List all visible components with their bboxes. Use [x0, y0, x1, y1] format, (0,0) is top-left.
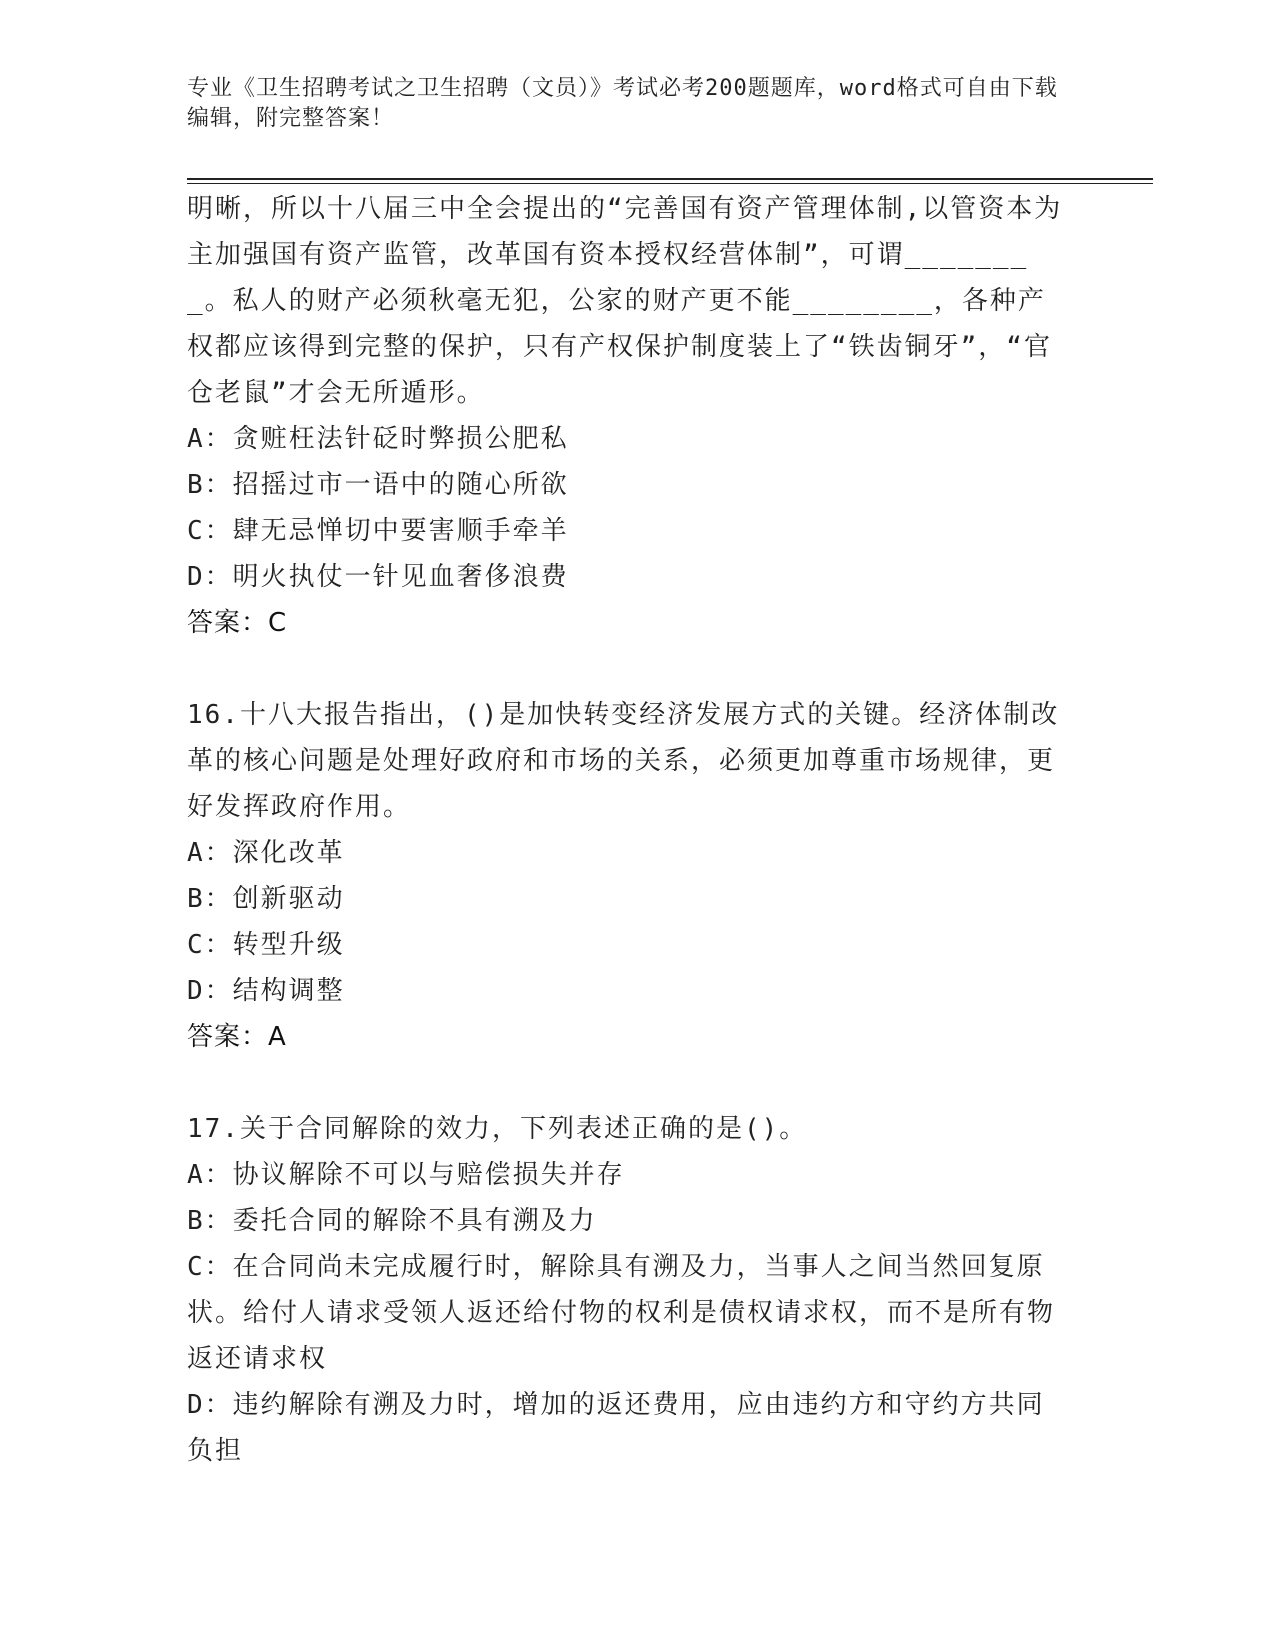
document-content — [187, 186, 1067, 1474]
option-b: B：招摇过市一语中的随心所欲 — [187, 470, 569, 500]
question-stem: 明晰，所以十八届三中全会提出的“完善国有资产管理体制,以管资本为主加强国有资产监管，改革国有资本授权经营体制”，可谓________。私人的财产必须秋毫无犯，公家的财产更不能________，各种产权都应该得到完整的保护，只有产权保护制度装上了“铁齿铜牙”，“官仓老鼠”才会无所遁形。 — [187, 194, 1063, 408]
option-a: A：深化改革 — [187, 838, 345, 868]
option-c: C：转型升级 — [187, 930, 345, 960]
option-b: B：委托合同的解除不具有溯及力 — [187, 1206, 597, 1236]
option-d: D：结构调整 — [187, 976, 345, 1006]
document-header: 专业《卫生招聘考试之卫生招聘（文员）》考试必考200题题库，word格式可自由下载编辑，附完整答案！ — [187, 76, 1058, 131]
spacer — [187, 1060, 1067, 1106]
question-16 — [187, 692, 1067, 1060]
option-b: B：创新驱动 — [187, 884, 345, 914]
option-a: A：协议解除不可以与赔偿损失并存 — [187, 1160, 625, 1190]
option-c: C：肆无忌惮切中要害顺手牵羊 — [187, 516, 569, 546]
header-divider-thick — [187, 178, 1153, 180]
option-d: D：明火执仗一针见血奢侈浪费 — [187, 562, 569, 592]
option-d: D：违约解除有溯及力时，增加的返还费用，应由违约方和守约方共同负担 — [187, 1390, 1045, 1466]
question-stem: 17.关于合同解除的效力，下列表述正确的是()。 — [187, 1114, 808, 1144]
option-c: C：在合同尚未完成履行时，解除具有溯及力，当事人之间当然回复原状。给付人请求受领人返还给付物的权利是债权请求权，而不是所有物返还请求权 — [187, 1252, 1056, 1374]
option-a: A：贪赃枉法针砭时弊损公肥私 — [187, 424, 569, 454]
answer-line: 答案：C — [187, 608, 288, 638]
question-15 — [187, 186, 1067, 646]
answer-line: 答案：A — [187, 1022, 287, 1052]
question-stem: 16.十八大报告指出，()是加快转变经济发展方式的关键。经济体制改革的核心问题是处理好政府和市场的关系，必须更加尊重市场规律，更好发挥政府作用。 — [187, 700, 1060, 822]
header-divider-thin — [187, 183, 1153, 184]
question-17 — [187, 1106, 1067, 1474]
spacer — [187, 646, 1067, 692]
